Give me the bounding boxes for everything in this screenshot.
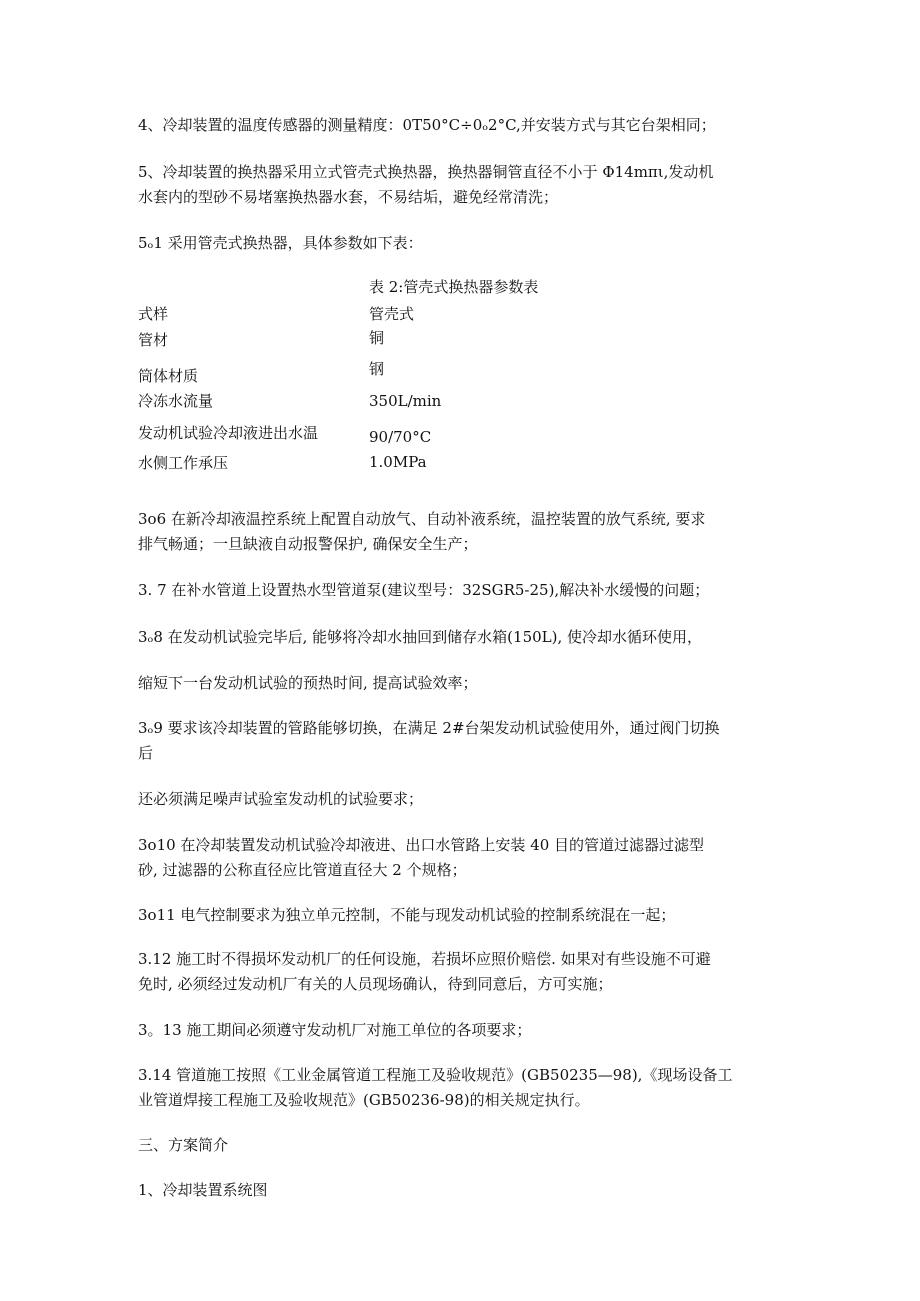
paragraph-3-9-line-2: 后 [138, 744, 154, 762]
table-caption: 表 2:管壳式换热器参数表 [369, 278, 539, 296]
paragraph-4: 4、冷却装置的温度传感器的测量精度：0T50°C÷0ₒ2°C,并安装方式与其它台架相同； [138, 116, 716, 134]
paragraph-5-line-2: 水套内的型砂不易堵塞换热器水套，不易结垢，避免经常清洗； [138, 188, 559, 206]
paragraph-3-9-line-3: 还必须满足噪声试验室发动机的试验要求； [138, 790, 424, 808]
table-row-label: 冷冻水流量 [138, 392, 214, 410]
table-row-value: 钢 [369, 360, 385, 378]
item-1-heading: 1、冷却装置系统图 [138, 1181, 268, 1199]
paragraph-3-6-line-2: 排气畅通；一旦缺液自动报警保护, 确保安全生产； [138, 535, 478, 553]
paragraph-3-11: 3o11 电气控制要求为独立单元控制，不能与现发动机试验的控制系统混在一起； [138, 906, 676, 924]
table-row-value: 1.0MPa [369, 453, 427, 471]
table-row-value: 管壳式 [369, 305, 415, 323]
table-row-label: 式样 [138, 305, 169, 323]
paragraph-3-6-line-1: 3o6 在新冷却液温控系统上配置自动放气、自动补液系统，温控装置的放气系统, 要求 [138, 510, 706, 528]
paragraph-3-10-line-2: 砂, 过滤器的公称直径应比管道直径大 2 个规格； [138, 861, 467, 879]
paragraph-3-13: 3。13 施工期间必须遵守发动机厂对施工单位的各项要求； [138, 1021, 532, 1039]
table-row-value: 90/70°C [369, 428, 432, 446]
paragraph-3-14-line-2: 业管道焊接工程施工及验收规范》(GB50236-98)的相关规定执行。 [138, 1091, 590, 1109]
table-row-label: 发动机试验冷却液进出水温 [138, 424, 319, 442]
paragraph-3-12-line-2: 免时, 必须经过发动机厂有关的人员现场确认，待到同意后，方可实施； [138, 975, 613, 993]
table-row-label: 水侧工作承压 [138, 454, 229, 472]
section-heading-3: 三、方案简介 [138, 1136, 229, 1154]
paragraph-3-7: 3. 7 在补水管道上设置热水型管道泵(建议型号：32SGR5-25),解决补水缓慢的问题； [138, 581, 710, 599]
paragraph-3-8-line-2: 缩短下一台发动机试验的预热时间, 提高试验效率； [138, 674, 478, 692]
paragraph-3-9-line-1: 3ₒ9 要求该冷却装置的管路能够切换，在满足 2#台架发动机试验使用外，通过阀门切换 [138, 719, 720, 737]
table-row-value: 350L/min [369, 392, 442, 410]
paragraph-5-line-1: 5、冷却装置的换热器采用立式管壳式换热器，换热器铜管直径不小于 Φ14mπι,发动机 [138, 163, 714, 181]
paragraph-3-14-line-1: 3.14 管道施工按照《工业金属管道工程施工及验收规范》(GB50235—98),《现场设备工 [138, 1066, 733, 1084]
paragraph-3-8-line-1: 3ₒ8 在发动机试验完毕后, 能够将冷却水抽回到储存水箱(150L), 使冷却水循环使用， [138, 628, 703, 646]
table-row-label: 管材 [138, 331, 169, 349]
paragraph-5-1: 5ₒ1 采用管壳式换热器，具体参数如下表： [138, 234, 423, 252]
paragraph-3-12-line-1: 3.12 施工时不得损坏发动机厂的任何设施，若损坏应照价赔偿. 如果对有些设施不可避 [138, 950, 711, 968]
paragraph-3-10-line-1: 3o10 在冷却装置发动机试验冷却液进、出口水管路上安装 40 目的管道过滤器过滤型 [138, 836, 705, 854]
table-row-label: 筒体材质 [138, 367, 199, 385]
table-row-value: 铜 [369, 329, 385, 347]
